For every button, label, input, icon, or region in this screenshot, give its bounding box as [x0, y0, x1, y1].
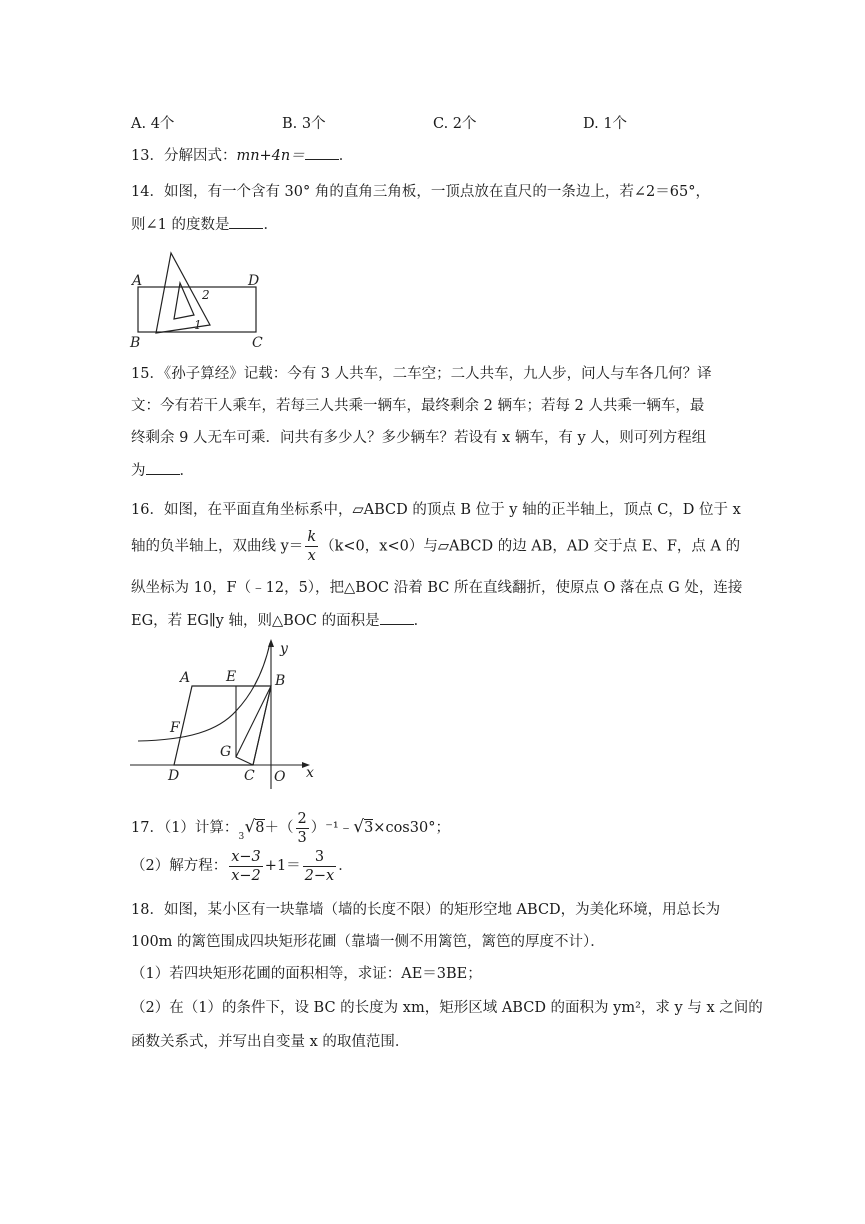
label-b: B: [130, 335, 141, 350]
option-a: A. 4个: [131, 116, 175, 132]
question-16-line4: EG，若 EG∥y 轴，则△BOC 的面积是 ．: [131, 610, 428, 631]
label-e: E: [226, 669, 237, 685]
hyperbola-fraction: $\frac{k}{x}$: [307, 529, 317, 564]
question-18-line5: 函数关系式，并写出自变量 x 的取值范围．: [131, 1034, 410, 1050]
question-18-line3: （1）若四块矩形花圃的面积相等，求证：AE＝3BE；: [131, 966, 482, 982]
question-15-line2: 文：今有若干人乘车，若每三人共乘一辆车，最终剩余 2 辆车；若每 2 人共乘一辆车，最: [131, 398, 705, 414]
question-14-line1: 14．如图，有一个含有 30° 角的直角三角板，一顶点放在直尺的一条边上，若∠2＝65°，: [131, 184, 710, 200]
label-o: O: [274, 769, 286, 785]
question-18-line1: 18．如图，某小区有一块靠墙（墙的长度不限）的矩形空地 ABCD，为美化环境，用总长为: [131, 902, 721, 918]
square-root: √3: [353, 817, 374, 837]
question-18-line4: （2）在（1）的条件下，设 BC 的长度为 xm，矩形区域 ABCD 的面积为 ym²，求 y 与 x 之间的: [131, 1000, 763, 1016]
coordinate-parallelogram-figure: [128, 635, 328, 795]
question-17-part2: （2）解方程： $\frac{x-3}{x-2}$ +1＝ $\frac{3}{2-x}$ ．: [131, 848, 353, 884]
label-d: D: [168, 768, 180, 784]
label-b: B: [275, 673, 286, 689]
label-d: D: [248, 273, 260, 289]
answer-blank: [305, 145, 339, 160]
ruler-triangle-figure: [128, 245, 268, 350]
cube-root: 3 √8: [238, 817, 265, 842]
question-18-line2: 100m 的篱笆围成四块矩形花圃（靠墙一侧不用篱笆，篱笆的厚度不计）．: [131, 934, 605, 950]
question-15-line1: 15．《孙子算经》记载：今有 3 人共车，二车空；二人共车，九人步，问人与车各几何？译: [131, 366, 712, 382]
question-16-line3: 纵坐标为 10，F（﹣12，5），把△BOC 沿着 BC 所在直线翻折，使原点 O 落在点 G 处，连接: [131, 580, 743, 596]
label-f: F: [170, 720, 180, 736]
question-16-line1: 16．如图，在平面直角坐标系中，▱ABCD 的顶点 B 位于 y 轴的正半轴上，顶点 C，D 位于 x: [131, 502, 741, 518]
label-x: x: [306, 765, 314, 781]
label-a: A: [180, 670, 191, 686]
question-17-part1: 17．（1）计算： 3 √8＋（ $\frac{2}{3}$ ）⁻¹﹣√3×cos30°；: [131, 810, 450, 846]
answer-blank: [380, 610, 414, 625]
question-14-line2: 则∠1 的度数是 ．: [131, 214, 278, 235]
label-angle-2: 2: [202, 288, 210, 302]
two-thirds-fraction: $\frac{2}{3}$: [297, 810, 307, 846]
option-d: D. 1个: [583, 116, 628, 132]
question-16-line2: 轴的负半轴上，双曲线 y＝ $\frac{k}{x}$ （k<0，x<0）与▱ABCD 的边 AB，AD 交于点 E、F，点 A 的: [131, 529, 741, 564]
question-15-line4: 为 ．: [131, 460, 194, 481]
question-15-line3: 终剩余 9 人无车可乘．问共有多少人？多少辆车？若设有 x 辆车，有 y 人，则可列方程组: [131, 430, 707, 446]
answer-blank: [229, 214, 263, 229]
label-g: G: [220, 744, 232, 760]
label-c: C: [244, 768, 255, 784]
label-c: C: [252, 335, 263, 350]
question-13: 13．分解因式：mn+4n＝ ．: [131, 145, 353, 166]
label-y: y: [280, 641, 288, 657]
label-a: A: [132, 273, 143, 289]
label-angle-1: 1: [194, 318, 202, 332]
equation-fraction-left: $\frac{x-3}{x-2}$: [231, 848, 261, 884]
answer-blank: [146, 460, 180, 475]
option-b: B. 3个: [282, 116, 326, 132]
option-c: C. 2个: [433, 116, 477, 132]
equation-fraction-right: $\frac{3}{2-x}$: [304, 848, 335, 884]
